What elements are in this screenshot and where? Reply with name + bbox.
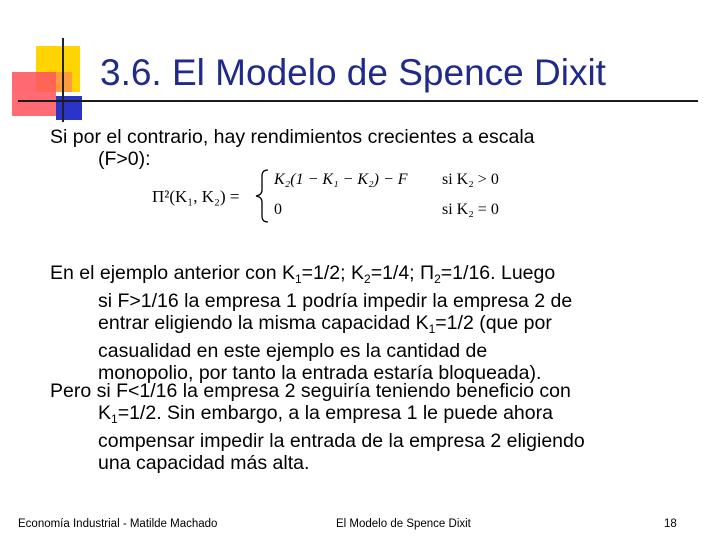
para1-line-3: entrar eligiendo la misma capacidad $K_1=1/2$ (que por xyxy=(98,312,552,336)
footer-author: Economía Industrial - Matilde Machado xyxy=(18,518,218,530)
para2-line-4: una capacidad más alta. xyxy=(98,452,310,474)
para2-line-2: $K_1=1/2$. Sin embargo, a la empresa 1 le puede ahora xyxy=(98,402,553,426)
paragraph-2 xyxy=(50,380,585,474)
slide-title: 3.6. El Modelo de Spence Dixit xyxy=(100,52,606,93)
paragraph-1 xyxy=(50,262,572,384)
title-underline xyxy=(18,100,698,102)
para1-line-4: casualidad en este ejemplo es la cantidad de xyxy=(98,340,488,362)
para1-line-5: monopolio, por tanto la entrada estaría bloqueada). xyxy=(98,362,542,384)
formula-case-2-cond: si K₂ = 0 xyxy=(442,201,499,218)
para2-line-3: compensar impedir la entrada de la empresa 2 eligiendo xyxy=(98,430,585,452)
intro-line-2: (F>0): xyxy=(98,148,151,170)
intro-line-1: Si por el contrario, hay rendimientos crecientes a escala xyxy=(50,126,535,148)
formula-case-2-expr: 0 xyxy=(274,201,282,218)
formula-case-1-cond: si K₂ > 0 xyxy=(442,171,499,188)
curly-brace-icon xyxy=(256,170,268,222)
decorative-vertical-line xyxy=(62,38,64,122)
profit-formula xyxy=(152,162,532,232)
footer-topic: El Modelo de Spence Dixit xyxy=(336,518,471,530)
formula-case-1-expr: K₂(1 − K₁ − K₂) − F xyxy=(274,171,408,188)
footer-page-number: 18 xyxy=(664,518,677,530)
para1-line-1: En el ejemplo anterior con $K_1=1/2$; $K_2=1/4$; $\Pi_2=1/16$. Luego xyxy=(50,262,556,286)
para2-line-1: Pero si F<1/16 la empresa 2 seguiría teniendo beneficio con xyxy=(50,380,571,402)
formula-lhs: Π²(K₁, K₂) = xyxy=(152,187,240,206)
para1-line-2: si F>1/16 la empresa 1 podría impedir la empresa 2 de xyxy=(98,290,573,312)
